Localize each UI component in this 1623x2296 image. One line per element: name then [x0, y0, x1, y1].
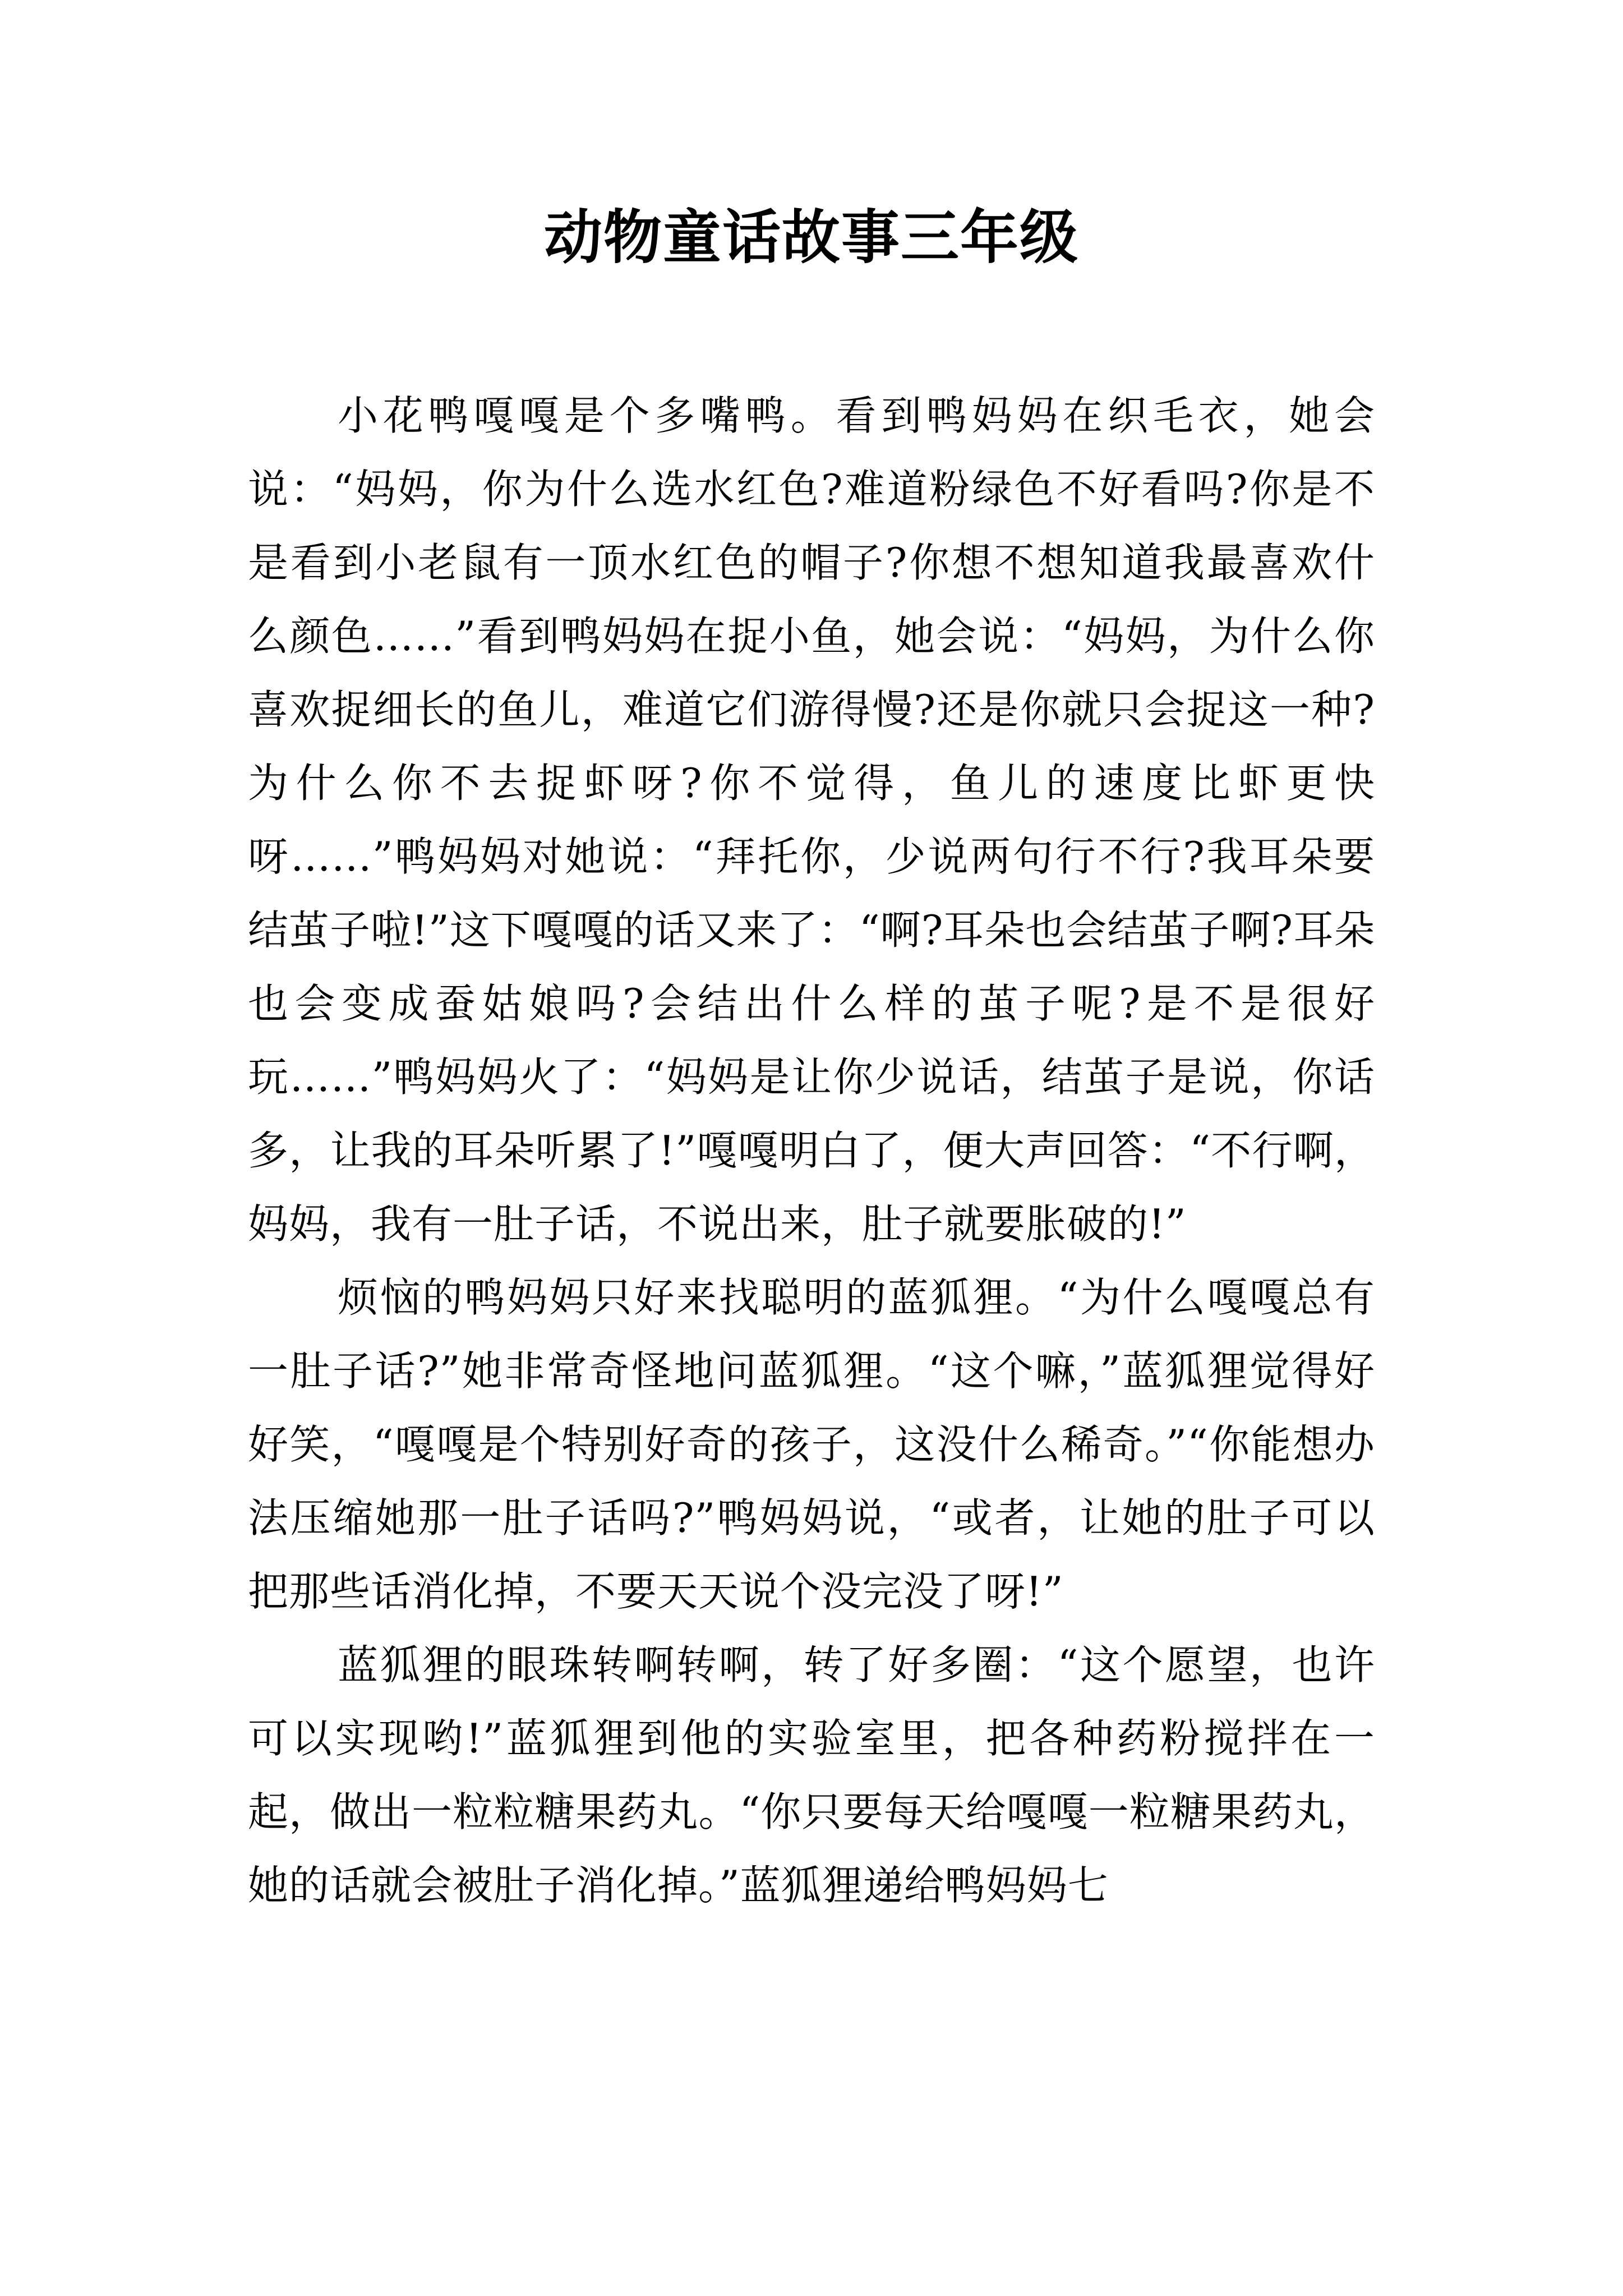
- paragraph-3: 蓝狐狸的眼珠转啊转啊，转了好多圈：“这个愿望，也许可以实现哟!”蓝狐狸到他的实验室里，把各种药粉搅拌在一起，做出一粒粒糖果药丸。“你只要每天给嘎嘎一粒糖果药丸，她的话就会被肚子消化掉。”蓝狐狸递给鸭妈妈七: [248, 1641, 1375, 1909]
- document-title: 动物童话故事三年级: [543, 203, 1079, 272]
- paragraph-2: 烦恼的鸭妈妈只好来找聪明的蓝狐狸。“为什么嘎嘎总有一肚子话?”她非常奇怪地问蓝狐狸。“这个嘛，”蓝狐狸觉得好好笑，“嘎嘎是个特别好奇的孩子，这没什么稀奇。”“你能想办法压缩她那一肚子话吗?”鸭妈妈说，“或者，让她的肚子可以把那些话消化掉，不要天天说个没完没了呀!”: [248, 1274, 1375, 1615]
- document-body: [248, 379, 1375, 1922]
- paragraph-1: 小花鸭嘎嘎是个多嘴鸭。看到鸭妈妈在织毛衣，她会说：“妈妈，你为什么选水红色?难道粉绿色不好看吗?你是不是看到小老鼠有一顶水红色的帽子?你想不想知道我最喜欢什么颜色……”看到鸭妈妈在捉小鱼，她会说：“妈妈，为什么你喜欢捉细长的鱼儿，难道它们游得慢?还是你就只会捉这一种?为什么你不去捉虾呀?你不觉得，鱼儿的速度比虾更快呀……”鸭妈妈对她说：“拜托你，少说两句行不行?我耳朵要结茧子啦!”这下嘎嘎的话又来了：“啊?耳朵也会结茧子啊?耳朵也会变成蚕姑娘吗?会结出什么样的茧子呢?是不是很好玩……”鸭妈妈火了：“妈妈是让你少说话，结茧子是说，你话多，让我的耳朵听累了!”嘎嘎明白了，便大声回答：“不行啊，妈妈，我有一肚子话，不说出来，肚子就要胀破的!”: [248, 392, 1375, 1248]
